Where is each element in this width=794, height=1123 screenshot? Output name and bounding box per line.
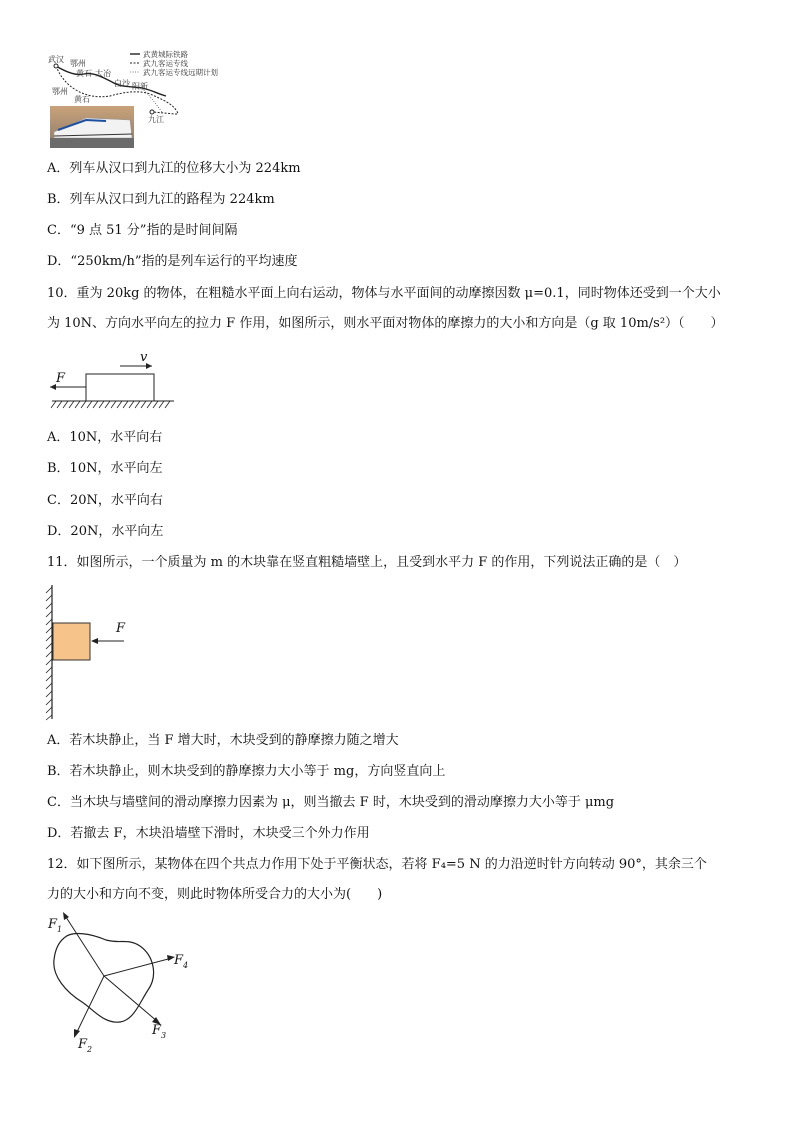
city-label: 黄石	[76, 69, 92, 78]
city-label: 黄石	[74, 95, 90, 104]
wall-hatching	[46, 587, 52, 720]
legend-label: 武黄城际铁路	[143, 50, 188, 59]
q9-option-b: B．列车从汉口到九江的路程为 224km	[47, 192, 275, 207]
q10-option-d: D．20N，水平向左	[47, 524, 164, 539]
q12-stem-line-2: 力的大小和方向不变，则此时物体所受合力的大小为( )	[47, 887, 383, 902]
body-outline	[54, 934, 154, 1023]
city-label: 九江	[148, 115, 164, 124]
city-label: 鄂州	[52, 87, 68, 96]
legend-label: 武九客运专线远期计划	[143, 68, 218, 77]
force-f1-arrowhead	[63, 912, 69, 920]
q12-stem-line-1: 12．如下图所示，某物体在四个共点力作用下处于平衡状态，若将 F₄=5 N 的力沿逆时针方向转动 90°，其余三个	[47, 857, 707, 872]
label-f4: F	[174, 953, 184, 968]
label-f1-sub: 1	[57, 925, 63, 934]
force-f-label: F	[56, 371, 66, 386]
q9-option-a: A．列车从汉口到九江的位移大小为 224km	[47, 161, 301, 176]
label-f4-sub: 4	[183, 961, 189, 970]
q11-option-d: D．若撤去 F，木块沿墙壁下滑时，木块受三个外力作用	[47, 826, 370, 841]
ground-hatching	[51, 401, 170, 408]
railway-map	[46, 46, 246, 154]
railway-map-figure	[46, 46, 246, 154]
q11-option-b: B．若木块静止，则木块受到的静摩擦力大小等于 mg，方向竖直向上	[47, 764, 446, 779]
city-label: 大冶	[95, 69, 111, 78]
city-label: 鄂州	[70, 59, 86, 68]
q10-option-c: C．20N，水平向右	[47, 493, 163, 508]
label-f2: F	[78, 1037, 88, 1052]
velocity-label: v	[140, 350, 148, 365]
city-label: 武汉	[48, 55, 64, 64]
q9-option-c: C．“9 点 51 分”指的是时间间隔	[47, 223, 238, 238]
label-f1: F	[48, 917, 58, 932]
q10-option-b: B．10N，水平向左	[47, 461, 163, 476]
q12-figure	[44, 910, 194, 1058]
force-f-arrowhead	[91, 638, 98, 644]
block	[86, 374, 154, 401]
q10-figure	[46, 348, 178, 410]
q11-stem: 11．如图所示，一个质量为 m 的木块靠在竖直粗糙墙壁上，且受到水平力 F 的作用，下列说法正确的是（ ）	[47, 555, 687, 570]
q11-figure	[44, 583, 140, 721]
label-f3: F	[152, 1023, 162, 1038]
label-f3-sub: 3	[161, 1031, 167, 1040]
q11-option-a: A．若木块静止，当 F 增大时，木块受到的静摩擦力随之增大	[47, 733, 399, 748]
city-label: 白沙	[114, 79, 130, 88]
station-jiujiang	[150, 110, 154, 114]
wooden-block	[53, 623, 90, 660]
legend-label: 武九客运专线	[143, 59, 188, 68]
q10-stem-line-1: 10．重为 20kg 的物体，在粗糙水平面上向右运动，物体与水平面间的动摩擦因数 μ=0.1，同时物体还受到一个大小	[47, 286, 721, 301]
city-label: 阳新	[132, 82, 148, 91]
q10-stem-line-2: 为 10N、方向水平向左的拉力 F 作用，如图所示，则水平面对物体的摩擦力的大小和方向是（g 取 10m/s²）（ ）	[47, 316, 724, 331]
train-photo	[50, 106, 134, 148]
station-wuhan	[54, 64, 58, 68]
q9-option-d: D．“250km/h”指的是列车运行的平均速度	[47, 254, 298, 269]
force-f-label: F	[116, 621, 126, 636]
q11-option-c: C．当木块与墙壁间的滑动摩擦力因素为 μ，则当撤去 F 时，木块受到的滑动摩擦力大小等于 μmg	[47, 795, 615, 810]
label-f2-sub: 2	[87, 1045, 93, 1054]
q10-option-a: A．10N，水平向右	[47, 430, 163, 445]
